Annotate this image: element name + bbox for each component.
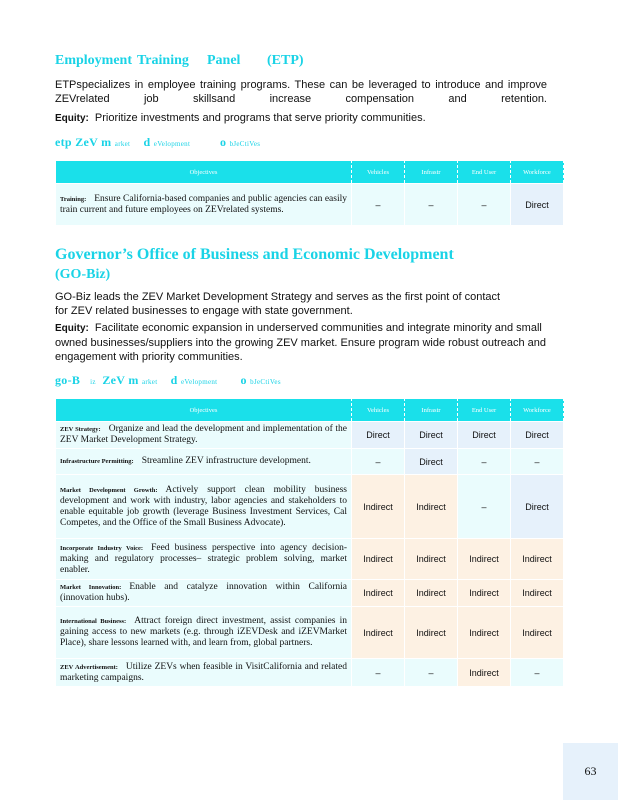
table-row [56,184,564,226]
value-cell: – [458,475,511,539]
table-row [56,475,564,539]
table-row [56,607,564,659]
col-end-user: End User [458,399,511,422]
etp-equity-label: Equity: [55,113,89,124]
value-cell: – [511,449,564,475]
value-cell: – [458,184,511,226]
col-workforce: Workforce [511,161,564,184]
value-cell: Indirect [405,475,458,539]
col-objectives: Objectives [56,399,352,422]
value-cell: Indirect [352,580,405,607]
col-vehicles: Vehicles [352,399,405,422]
objective-cell: Incorporate Industry Voice: Feed business perspective into agency decision-making and regulatory processes– strategic problem solving, market enabler. [56,539,352,580]
col-vehicles: Vehicles [352,161,405,184]
objective-cell: Market Development Growth: Actively support clean mobility business development and work with industry, labor agencies and stakeholders to enable equitable job growth (leverage Business Investment Services, Cal Competes, and the Office of the Small Business Advocate). [56,475,352,539]
table-row [56,659,564,687]
table-header-row [56,399,564,422]
value-cell: – [352,184,405,226]
etp-description: ETPspecializes in employee training programs. These can be leveraged to introduce and improve ZEVrelated job skillsand increase compensation and retention. [55,79,547,105]
etp-equity [55,111,547,126]
value-cell: Direct [511,422,564,449]
value-cell: Indirect [352,539,405,580]
table-row [56,539,564,580]
value-cell: Direct [405,422,458,449]
col-infrastructure: Infrastr [405,399,458,422]
value-cell: Indirect [511,539,564,580]
table-row [56,422,564,449]
etp-equity-text: Prioritize investments and programs that serve priority communities. [94,112,426,124]
value-cell: Direct [458,422,511,449]
value-cell: – [405,659,458,687]
col-end-user: End User [458,161,511,184]
value-cell: Indirect [511,580,564,607]
objective-cell: Infrastructure Permitting: Streamline ZEV infrastructure development. [56,449,352,475]
table-row [56,580,564,607]
value-cell: – [352,659,405,687]
table-row [56,449,564,475]
value-cell: Direct [352,422,405,449]
objective-cell: Training: Ensure California-based companies and public agencies can easily train current and future employees on ZEVrelated systems. [56,184,352,226]
value-cell: Indirect [458,580,511,607]
value-cell: – [458,449,511,475]
value-cell: – [405,184,458,226]
value-cell: Indirect [458,539,511,580]
col-infrastructure: Infrastr [405,161,458,184]
gobiz-objectives-table [55,398,564,687]
gobiz-description: GO-Biz leads the ZEV Market Development Strategy and serves as the first point of contact for ZEV related businesses to engage with state government. [55,291,501,317]
value-cell: Indirect [458,659,511,687]
objective-cell: ZEV Advertisement: Utilize ZEVs when feasible in VisitCalifornia and related marketing campaigns. [56,659,352,687]
gobiz-equity-label: Equity: [55,323,89,334]
etp-objectives-heading: etp ZeV m arket d eVelopment o bJeCtiVes [55,135,261,149]
objective-cell: ZEV Strategy: Organize and lead the development and implementation of the ZEV Market Development Strategy. [56,422,352,449]
objective-cell: International Business: Attract foreign direct investment, assist companies in gaining access to new markets (e.g. through iZEVDesk and iZEVMarket Place), share lessons learned with, and learn from, global partners. [56,607,352,659]
value-cell: Indirect [458,607,511,659]
page-number: 63 [563,743,618,800]
value-cell: Indirect [405,580,458,607]
value-cell: Indirect [405,539,458,580]
value-cell: – [511,659,564,687]
gobiz-equity [55,321,555,364]
col-workforce: Workforce [511,399,564,422]
value-cell: Direct [511,184,564,226]
value-cell: Indirect [352,607,405,659]
table-header-row [56,161,564,184]
value-cell: Indirect [352,475,405,539]
value-cell: – [352,449,405,475]
gobiz-objectives-heading: go-B iz ZeV m arket d eVelopment o bJeCtiVes [55,373,281,387]
gobiz-equity-text: Facilitate economic expansion in underserved communities and integrate minority and small owned businesses/suppliers into the growing ZEV market. Ensure program wide robust outreach and engagement with priority communities. [55,322,546,363]
value-cell: Direct [405,449,458,475]
col-objectives: Objectives [56,161,352,184]
gobiz-section-title: Governor’s Office of Business and Economic Development (GO-Biz) [55,246,454,282]
value-cell: Indirect [405,607,458,659]
etp-section-title: Employment Training Panel (ETP) [55,53,304,68]
value-cell: Direct [511,475,564,539]
value-cell: Indirect [511,607,564,659]
objective-cell: Market Innovation: Enable and catalyze innovation within California (innovation hubs). [56,580,352,607]
etp-objectives-table [55,160,564,226]
